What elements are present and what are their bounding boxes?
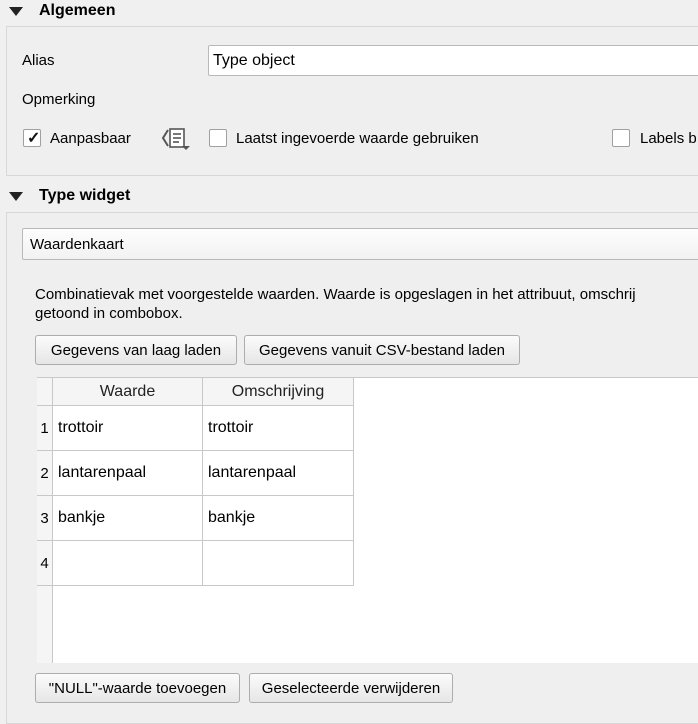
row-header[interactable]: 1: [37, 406, 53, 451]
remark-label: Opmerking: [22, 91, 96, 108]
widget-type-value: Waardenkaart: [30, 235, 124, 253]
row-header-filler: [37, 586, 53, 663]
load-from-csv-button[interactable]: Gegevens vanuit CSV-bestand laden: [244, 335, 520, 365]
table-corner: [37, 378, 53, 406]
alias-input-value: Type object: [213, 51, 295, 69]
row-header[interactable]: 2: [37, 451, 53, 496]
table-cell-value[interactable]: bankje: [53, 496, 203, 541]
row-header[interactable]: 3: [37, 496, 53, 541]
row-header[interactable]: 4: [37, 541, 53, 586]
labels-checkbox[interactable]: [612, 129, 630, 147]
editable-checkbox[interactable]: [23, 129, 41, 147]
section-header-general[interactable]: [0, 0, 115, 22]
last-value-checkbox[interactable]: [209, 129, 227, 147]
alias-input[interactable]: [208, 45, 698, 76]
table-cell-description[interactable]: [203, 541, 354, 586]
table-cell-description[interactable]: trottoir: [203, 406, 354, 451]
delete-selected-button[interactable]: Geselecteerde verwijderen: [249, 673, 453, 703]
widget-description: [35, 285, 636, 323]
collapse-triangle-icon[interactable]: [9, 192, 23, 201]
widget-type-select[interactable]: [22, 228, 698, 260]
table-cell-description[interactable]: bankje: [203, 496, 354, 541]
load-from-layer-button[interactable]: Gegevens van laag laden: [35, 335, 237, 365]
widget-description-line2: getoond in combobox.: [35, 305, 183, 322]
expression-dropdown-icon[interactable]: [158, 124, 194, 152]
widget-description-line1: Combinatievak met voorgestelde waarden. Waarde is opgeslagen in het attribuut, omschrij: [35, 286, 636, 303]
table-cell-description[interactable]: lantarenpaal: [203, 451, 354, 496]
table-cell-value[interactable]: lantarenpaal: [53, 451, 203, 496]
add-null-value-button[interactable]: "NULL"-waarde toevoegen: [35, 673, 240, 703]
column-header-description[interactable]: Omschrijving: [203, 378, 354, 406]
table-cell-value[interactable]: [53, 541, 203, 586]
editable-label: Aanpasbaar: [50, 130, 131, 147]
alias-label: Alias: [22, 52, 55, 69]
section-title-widget: Type widget: [39, 187, 131, 204]
collapse-triangle-icon[interactable]: [9, 7, 23, 16]
labels-label: Labels b: [640, 130, 697, 147]
table-cell-value[interactable]: trottoir: [53, 406, 203, 451]
section-title-general: Algemeen: [39, 2, 116, 19]
column-header-value[interactable]: Waarde: [53, 378, 203, 406]
last-value-label: Laatst ingevoerde waarde gebruiken: [236, 130, 479, 147]
checkmark-icon: ✓: [27, 130, 41, 147]
value-map-table[interactable]: [37, 377, 698, 663]
section-header-widget[interactable]: [0, 185, 130, 207]
